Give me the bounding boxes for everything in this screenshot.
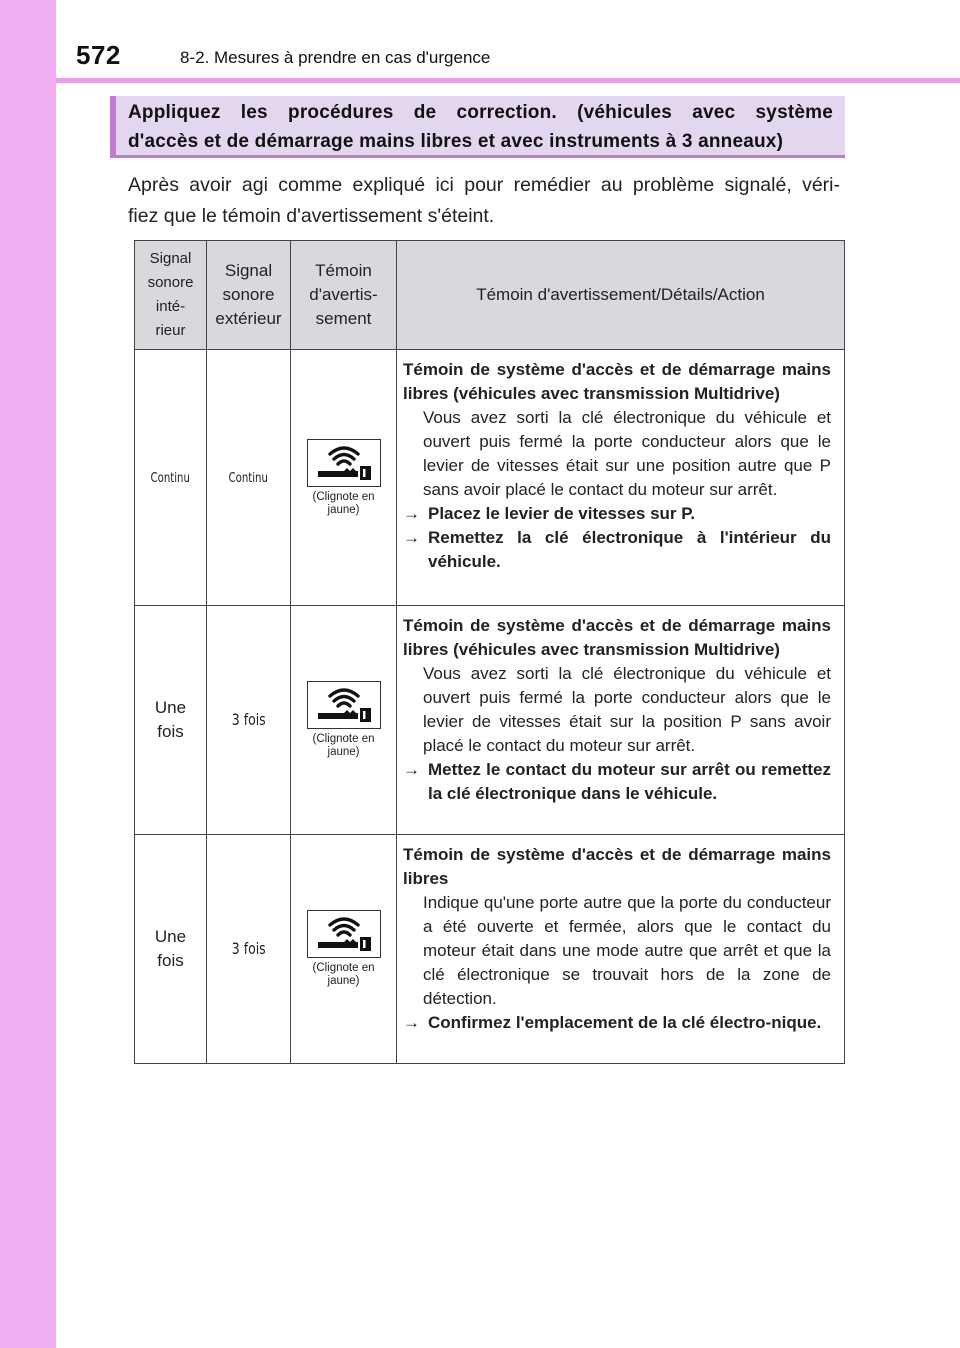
intro-paragraph (128, 170, 840, 232)
external-buzzer-cell: 3 fois (207, 606, 291, 835)
table-header-row (135, 241, 845, 350)
action-item: → Confirmez l'emplacement de la clé électro-nique. (403, 1011, 831, 1035)
warning-details: Indique qu'une porte autre que la porte du conducteur a été ouverte et fermée, alors que le contact du moteur était dans une mode autre que arrêt et que la clé électronique se trouvait hors de la zone de détection. (423, 893, 831, 1008)
heading-line-2: d'accès et de démarrage mains libres et avec instruments à 3 anneaux) (128, 131, 784, 152)
warning-details: Vous avez sorti la clé électronique du véhicule et ouvert puis fermé la porte conducteur alors que le levier de vitesses était sur une position autre que P sans avoir placé le contact du moteur sur arrêt. (423, 408, 831, 499)
internal-buzzer-cell: Continu (135, 350, 207, 606)
light-caption: (Clignote en jaune) (312, 490, 375, 516)
warning-title: Témoin de système d'accès et de démarrage mains libres (véhicules avec transmission Multidrive) (403, 616, 831, 659)
warning-details: Vous avez sorti la clé électronique du véhicule et ouvert puis fermé la porte conducteur alors que le levier de vitesses était sur la position P sans avoir placé le contact du moteur sur arrêt. (423, 664, 831, 755)
external-buzzer-cell: Continu (207, 350, 291, 606)
arrow-icon: → (403, 504, 420, 523)
smart-key-warning-icon (307, 910, 381, 958)
warning-light-cell (291, 835, 397, 1064)
section-title: 8-2. Mesures à prendre en cas d'urgence (180, 48, 491, 67)
action-item: → Remettez la clé électronique à l'intérieur du véhicule. (403, 526, 831, 574)
internal-buzzer-cell: Une fois (135, 835, 207, 1064)
smart-key-warning-icon (307, 439, 381, 487)
warning-title: Témoin de système d'accès et de démarrage mains libres (véhicules avec transmission Multidrive) (403, 360, 831, 403)
header-rule (56, 78, 960, 83)
arrow-icon: → (403, 760, 420, 779)
table-row (135, 606, 845, 835)
external-buzzer-cell: 3 fois (207, 835, 291, 1064)
table-row (135, 350, 845, 606)
light-caption: (Clignote en jaune) (312, 962, 375, 987)
smart-key-warning-icon (307, 681, 381, 729)
header-internal-buzzer: Signal sonore inté- rieur (135, 241, 207, 350)
arrow-icon: → (403, 1013, 420, 1032)
header-external-buzzer: Signal sonore extérieur (207, 241, 291, 350)
warning-light-cell (291, 350, 397, 606)
page-number: 572 (76, 40, 121, 70)
intro-line-1: Après avoir agi comme expliqué ici pour remédier au problème signalé, véri- (128, 174, 840, 196)
page-margin-band (0, 0, 56, 1348)
action-item: → Placez le levier de vitesses sur P. (403, 502, 831, 526)
header-details: Témoin d'avertissement/Détails/Action (397, 241, 845, 350)
procedure-heading (110, 96, 845, 158)
details-cell (397, 835, 845, 1064)
table-row (135, 835, 845, 1064)
light-caption: (Clignote en jaune) (312, 733, 375, 758)
warning-table (134, 240, 845, 1064)
heading-line-1: Appliquez les procédures de correction. (véhicules avec système (128, 102, 833, 123)
warning-title: Témoin de système d'accès et de démarrage mains libres (403, 845, 831, 888)
arrow-icon: → (403, 528, 420, 547)
warning-light-cell (291, 606, 397, 835)
header-warning-light: Témoin d'avertis- sement (291, 241, 397, 350)
internal-buzzer-cell: Une fois (135, 606, 207, 835)
action-item: → Mettez le contact du moteur sur arrêt ou remettez la clé électronique dans le véhicule. (403, 758, 831, 806)
intro-line-2: fiez que le témoin d'avertissement s'éteint. (128, 205, 495, 227)
details-cell (397, 350, 845, 606)
details-cell (397, 606, 845, 835)
